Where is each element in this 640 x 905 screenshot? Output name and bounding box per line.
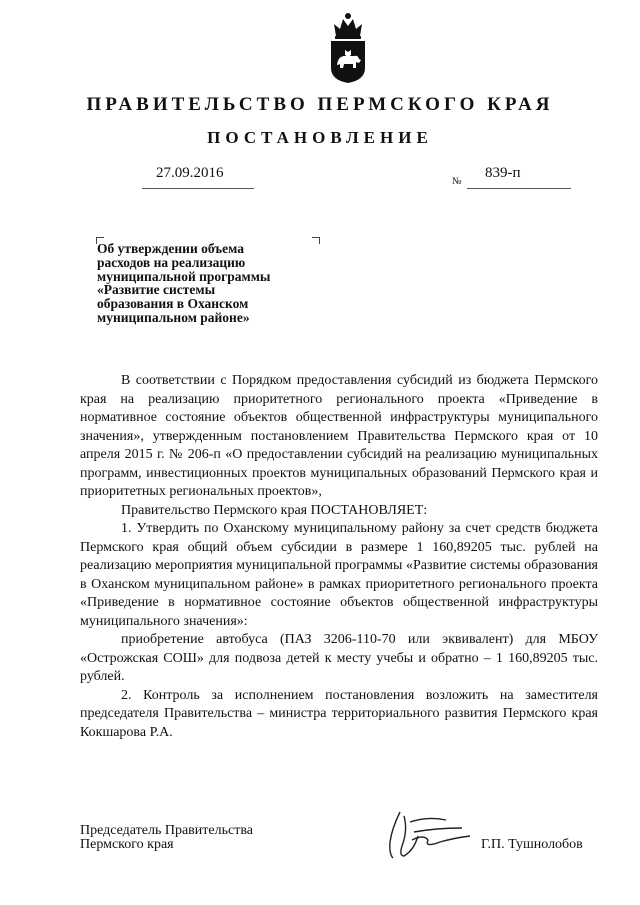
perm-krai-coat-of-arms-icon <box>328 12 368 84</box>
document-subject <box>97 242 327 325</box>
signatory-title <box>80 824 253 852</box>
subject-line: муниципальном районе» <box>97 309 250 325</box>
government-name: ПРАВИТЕЛЬСТВО ПЕРМСКОГО КРАЯ <box>86 94 554 115</box>
number-underline <box>467 188 571 189</box>
preamble-paragraph: В соответствии с Порядком предоставления субсидий из бюджета Пермского края на реализацию приоритетного регионального проекта «Приведение в нормативное состояние объектов общественной инфраструктуры муниципального значения», утвержденным постановлением Правительства Пермского края от 10 апреля 2015 г. № 206-п «О предоставлении субсидий на реализацию муниципальных программ, инвестиционных проектов муниципальных образований Пермского края и приоритетных региональных проектов», <box>80 373 598 499</box>
document-type: ПОСТАНОВЛЕНИЕ <box>207 128 433 147</box>
subject-line: муниципальной программы <box>97 268 271 284</box>
subject-line: расходов на реализацию <box>97 254 246 270</box>
subject-line: Об утверждении объема <box>97 241 244 256</box>
clause-2-paragraph: 2. Контроль за исполнением постановления возложить на заместителя председателя Правительства – министра территориального развития Пермского края Кокшарова Р.А. <box>80 687 598 740</box>
date-underline <box>142 188 254 189</box>
subject-line: образования в Оханском <box>97 296 249 312</box>
resolution-paragraph: Правительство Пермского края ПОСТАНОВЛЯЕТ: <box>121 502 428 518</box>
signatory-title-line: Пермского края <box>80 837 174 852</box>
handwritten-signature <box>384 806 474 864</box>
subject-line: «Развитие системы <box>97 282 216 298</box>
clause-1-item-paragraph: приобретение автобуса (ПАЗ 3206-110-70 или эквивалент) для МБОУ «Острожская СОШ» для подвоза детей к месту учебы и обратно – 1 160,89205 тыс. рублей. <box>80 632 598 684</box>
signatory-title-line: Председатель Правительства <box>80 823 253 838</box>
signatory-name: Г.П. Тушнолобов <box>481 837 583 852</box>
clause-1-paragraph: 1. Утвердить по Оханскому муниципальному району за счет средств бюджета Пермского края общий объем субсидии в размере 1 160,89205 тыс. рублей на реализацию мероприятия муниципальной программы «Развитие системы образования в Оханском муниципальном районе» в рамках приоритетного регионального проекта «Приведение в нормативное состояние объектов общественной инфраструктуры муниципального значения»: <box>80 521 598 629</box>
document-date: 27.09.2016 <box>156 165 224 181</box>
number-sign: № <box>452 176 462 187</box>
document-body <box>80 372 598 742</box>
document-number: 839-п <box>485 165 521 181</box>
